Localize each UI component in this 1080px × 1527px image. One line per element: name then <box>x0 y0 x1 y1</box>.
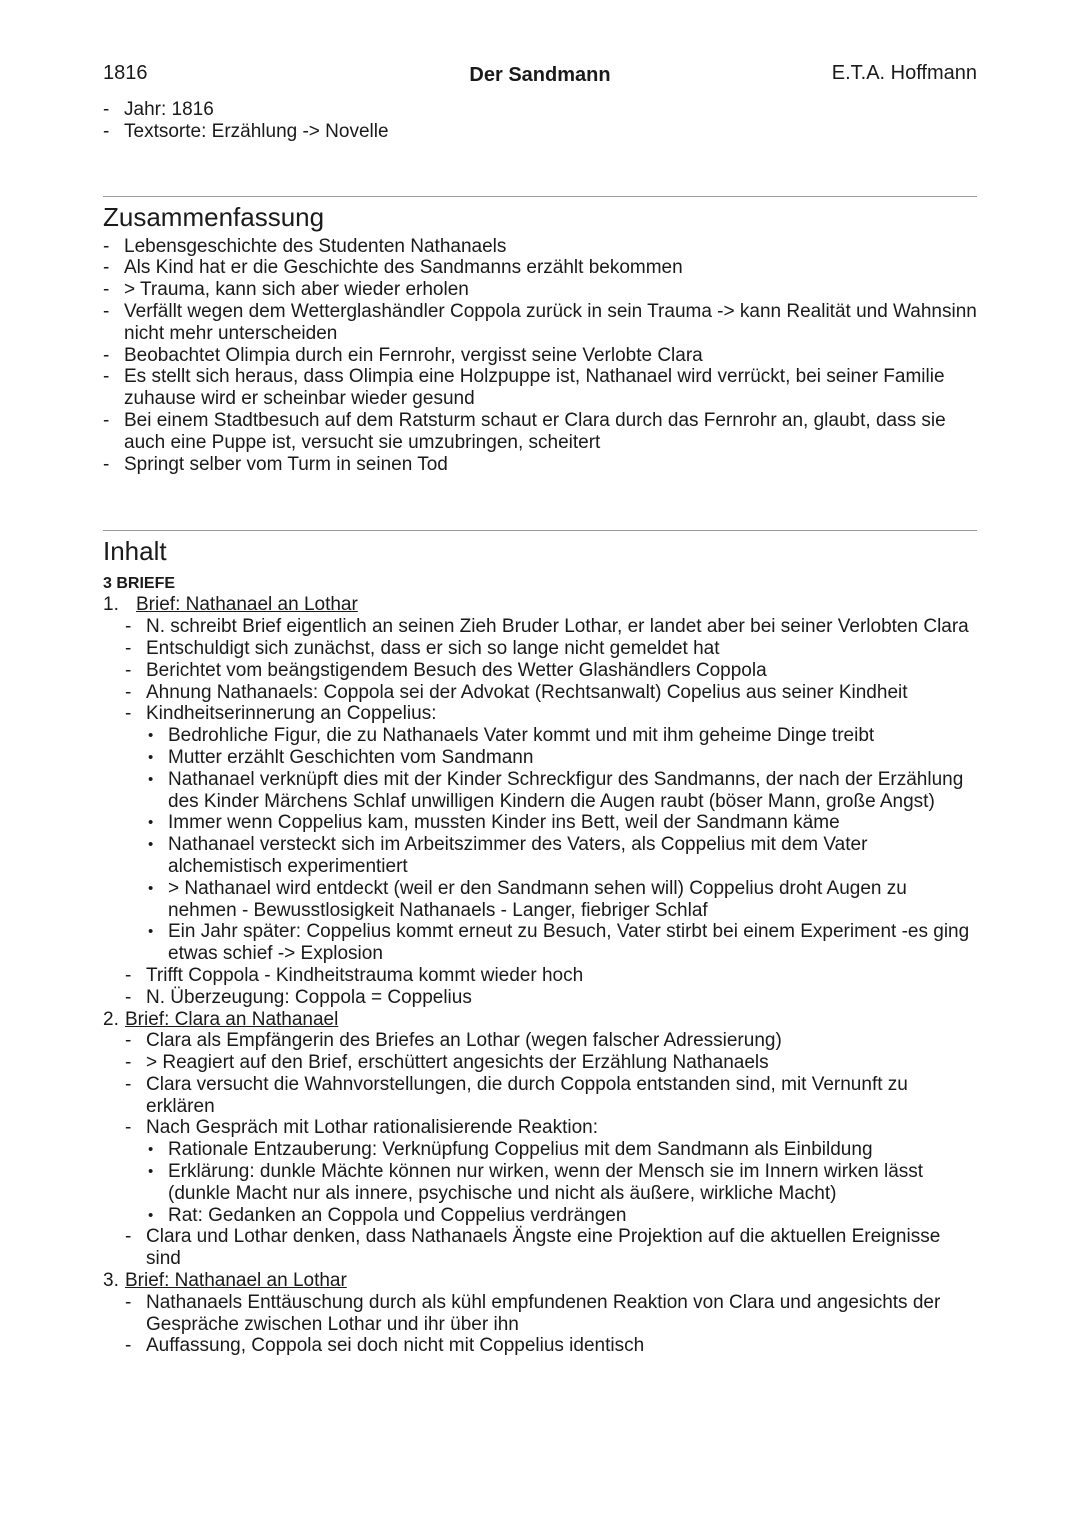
header-title: Der Sandmann <box>469 64 611 86</box>
letter-2-sublist <box>146 1139 977 1226</box>
divider <box>103 196 977 197</box>
list-item: - Es stellt sich heraus, dass Olimpia eine Holzpuppe ist, Nathanael wird verrückt, bei seiner Familie zuhause wird er scheinbar wieder gesund <box>103 366 977 410</box>
list-item: - Lebensgeschichte des Studenten Nathanaels <box>103 236 977 258</box>
header-year: 1816 <box>103 62 148 84</box>
list-item: - Nathanaels Enttäuschung durch als kühl empfundenen Reaktion von Clara und angesichts der Gespräche zwischen Lothar und ihr über ihn <box>125 1292 977 1336</box>
meta-list <box>103 99 977 143</box>
sub-list-item: • Nathanael versteckt sich im Arbeitszimmer des Vaters, als Coppelius mit dem Vater alchemistisch experimentiert <box>146 834 977 878</box>
meta-item: - Textsorte: Erzählung -> Novelle <box>103 121 977 143</box>
list-item: - Clara und Lothar denken, dass Nathanaels Ängste eine Projektion auf die aktuellen Ereignisse sind <box>125 1226 977 1270</box>
divider <box>103 530 977 531</box>
sub-list-item: • Ein Jahr später: Coppelius kommt erneut zu Besuch, Vater stirbt bei einem Experiment -es ging etwas schief -> Explosion <box>146 921 977 965</box>
sub-list-item: • Immer wenn Coppelius kam, mussten Kinder ins Bett, weil der Sandmann käme <box>146 812 977 834</box>
letter-1-list-continued <box>125 965 977 1009</box>
content-title: Inhalt <box>103 536 167 567</box>
list-item: - > Reagiert auf den Brief, erschüttert angesichts der Erzählung Nathanaels <box>125 1052 977 1074</box>
letter-title: Brief: Nathanael an Lothar <box>125 1270 347 1292</box>
letter-number: 2. <box>103 1008 119 1030</box>
list-item: - Berichtet vom beängstigendem Besuch des Wetter Glashändlers Coppola <box>125 660 977 682</box>
list-item: - Clara als Empfängerin des Briefes an Lothar (wegen falscher Adressierung) <box>125 1030 977 1052</box>
list-item: - Clara versucht die Wahnvorstellungen, die durch Coppola entstanden sind, mit Vernunft zu erklären <box>125 1074 977 1118</box>
list-item: - Trifft Coppola - Kindheitstrauma kommt wieder hoch <box>125 965 977 987</box>
list-item: - Bei einem Stadtbesuch auf dem Ratsturm schaut er Clara durch das Fernrohr an, glaubt, dass sie auch eine Puppe ist, versucht sie umzubringen, scheitert <box>103 410 977 454</box>
list-item: - N. Überzeugung: Coppola = Coppelius <box>125 987 977 1009</box>
list-item: - Beobachtet Olimpia durch ein Fernrohr, vergisst seine Verlobte Clara <box>103 345 977 367</box>
letter-title: Brief: Clara an Nathanael <box>125 1008 339 1030</box>
sub-list-item: • Rat: Gedanken an Coppola und Coppelius verdrängen <box>146 1205 977 1227</box>
document-page <box>103 62 977 1357</box>
letter-3-heading <box>103 1270 977 1292</box>
meta-item: - Jahr: 1816 <box>103 99 977 121</box>
sub-list-item: • Erklärung: dunkle Mächte können nur wirken, wenn der Mensch sie im Innern wirken lässt (dunkle Macht nur als innere, psychische und nicht als äußere, wirkliche Macht) <box>146 1161 977 1205</box>
summary-title: Zusammenfassung <box>103 201 325 232</box>
letter-3-list <box>125 1292 977 1357</box>
list-item: - > Trauma, kann sich aber wieder erholen <box>103 279 977 301</box>
letter-1-sublist <box>146 725 977 965</box>
briefe-title: 3 BRIEFE <box>103 575 176 593</box>
list-item: - Auffassung, Coppola sei doch nicht mit Coppelius identisch <box>125 1335 977 1357</box>
sub-list-item: • Mutter erzählt Geschichten vom Sandmann <box>146 747 977 769</box>
letter-title: Brief: Nathanael an Lothar <box>136 594 358 616</box>
letter-2-list <box>125 1030 977 1139</box>
letter-number: 1. <box>103 594 119 616</box>
letter-2-heading <box>103 1009 977 1031</box>
list-item: - N. schreibt Brief eigentlich an seinen Zieh Bruder Lothar, er landet aber bei seiner Verlobten Clara <box>125 616 977 638</box>
sub-list-item: • Nathanael verknüpft dies mit der Kinder Schreckfigur des Sandmanns, der nach der Erzählung des Kinder Märchens Schlaf unwilligen Kindern die Augen raubt (böser Mann, große Angst) <box>146 769 977 813</box>
list-item: - Verfällt wegen dem Wetterglashändler Coppola zurück in sein Trauma -> kann Realität und Wahnsinn nicht mehr unterscheiden <box>103 301 977 345</box>
header-author: E.T.A. Hoffmann <box>831 62 977 84</box>
summary-list <box>103 236 977 476</box>
list-item: - Entschuldigt sich zunächst, dass er sich so lange nicht gemeldet hat <box>125 638 977 660</box>
page-header <box>103 62 977 102</box>
list-item: - Springt selber vom Turm in seinen Tod <box>103 454 977 476</box>
list-item: - Als Kind hat er die Geschichte des Sandmanns erzählt bekommen <box>103 257 977 279</box>
list-item: - Nach Gespräch mit Lothar rationalisierende Reaktion: <box>125 1117 977 1139</box>
letter-2-list-continued <box>125 1226 977 1270</box>
letter-number: 3. <box>103 1270 119 1292</box>
sub-list-item: • > Nathanael wird entdeckt (weil er den Sandmann sehen will) Coppelius droht Augen zu nehmen - Bewusstlosigkeit Nathanaels - Langer, fiebriger Schlaf <box>146 878 977 922</box>
letter-1-heading <box>103 594 977 616</box>
sub-list-item: • Rationale Entzauberung: Verknüpfung Coppelius mit dem Sandmann als Einbildung <box>146 1139 977 1161</box>
list-item: - Kindheitserinnerung an Coppelius: <box>125 703 977 725</box>
letter-1-list <box>125 616 977 725</box>
sub-list-item: • Bedrohliche Figur, die zu Nathanaels Vater kommt und mit ihm geheime Dinge treibt <box>146 725 977 747</box>
list-item: - Ahnung Nathanaels: Coppola sei der Advokat (Rechtsanwalt) Copelius aus seiner Kindheit <box>125 682 977 704</box>
